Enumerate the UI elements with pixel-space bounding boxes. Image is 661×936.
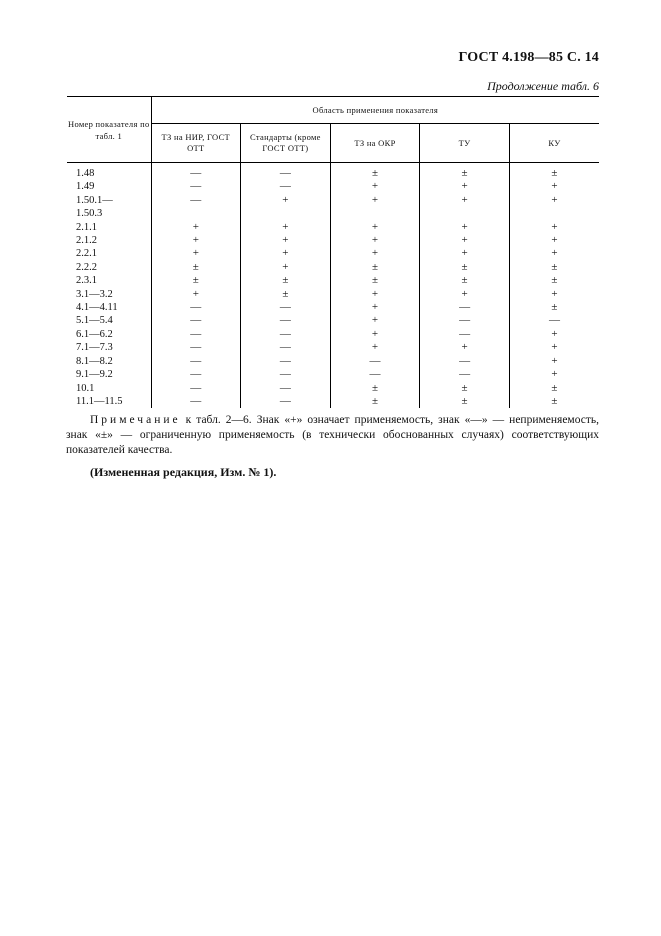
table-row xyxy=(67,288,599,301)
applicability-cell: — xyxy=(151,328,241,341)
applicability-cell: ± xyxy=(420,274,510,287)
indicator-number-cell: 6.1—6.2 xyxy=(76,328,113,340)
applicability-cell: + xyxy=(420,234,510,247)
indicator-number-cell: 11.1—11.5 xyxy=(76,395,123,407)
applicability-cell: ± xyxy=(509,163,599,181)
indicator-number-header: Номер показателя по табл. 1 xyxy=(67,97,151,163)
table-row xyxy=(67,355,599,368)
applicability-cell: + xyxy=(509,234,599,247)
table-continuation-label: Продолжение табл. 6 xyxy=(487,79,599,93)
applicability-cell: — xyxy=(420,314,510,327)
column-header: КУ xyxy=(509,124,599,163)
table-note xyxy=(66,413,599,458)
table-row xyxy=(67,314,599,327)
applicability-cell: ± xyxy=(330,274,420,287)
edition-note: (Измененная редакция, Изм. № 1). xyxy=(90,465,277,479)
applicability-cell: ± xyxy=(509,395,599,408)
applicability-cell: + xyxy=(509,368,599,381)
applicability-cell: + xyxy=(330,341,420,354)
application-area-header: Область применения показателя xyxy=(151,97,599,124)
applicability-cell: + xyxy=(509,288,599,301)
indicator-number-cell: 3.1—3.2 xyxy=(76,288,113,300)
applicability-cell: — xyxy=(420,328,510,341)
applicability-cell: — xyxy=(241,163,331,181)
applicability-cell: + xyxy=(330,247,420,260)
applicability-cell: ± xyxy=(241,274,331,287)
column-header: ТЗ на ОКР xyxy=(330,124,420,163)
applicability-cell: + xyxy=(509,341,599,354)
applicability-cell: — xyxy=(151,314,241,327)
page-header: ГОСТ 4.198—85 С. 14 xyxy=(458,50,599,65)
applicability-cell: + xyxy=(330,234,420,247)
applicability-cell: + xyxy=(330,180,420,193)
indicator-number-cell: 9.1—9.2 xyxy=(76,369,113,381)
applicability-cell: — xyxy=(151,341,241,354)
applicability-cell: ± xyxy=(330,163,420,181)
table-row xyxy=(67,328,599,341)
table-row xyxy=(67,234,599,247)
table-row xyxy=(67,247,599,260)
applicability-cell: + xyxy=(151,247,241,260)
indicator-number-cell: 5.1—5.4 xyxy=(76,315,113,327)
table-row xyxy=(67,194,599,207)
applicability-cell: + xyxy=(330,301,420,314)
applicability-cell: + xyxy=(509,328,599,341)
applicability-cell: ± xyxy=(509,274,599,287)
indicator-number-cell: 2.1.2 xyxy=(76,235,97,247)
note-label: Примечание xyxy=(90,414,181,426)
applicability-cell: — xyxy=(241,355,331,368)
applicability-cell: + xyxy=(330,328,420,341)
applicability-cell: + xyxy=(151,234,241,247)
applicability-cell: + xyxy=(509,180,599,193)
applicability-cell: — xyxy=(151,368,241,381)
applicability-cell: ± xyxy=(509,382,599,395)
applicability-cell: ± xyxy=(151,274,241,287)
table-row xyxy=(67,180,599,193)
applicability-cell xyxy=(509,207,599,220)
applicability-cell: ± xyxy=(509,301,599,314)
applicability-cell: + xyxy=(509,247,599,260)
applicability-table xyxy=(67,96,599,408)
applicability-cell: + xyxy=(151,288,241,301)
applicability-cell: — xyxy=(241,180,331,193)
applicability-cell: — xyxy=(151,395,241,408)
applicability-cell: — xyxy=(151,382,241,395)
applicability-cell: — xyxy=(241,395,331,408)
table-row xyxy=(67,368,599,381)
indicator-number-cell: 1.49 xyxy=(76,181,95,193)
indicator-number-cell: 4.1—4.11 xyxy=(76,302,118,314)
note-text: к табл. 2—6. Знак «+» означает применяемость, знак «—» — неприменяемость, знак «±» — ограниченную применяемость (в технически обоснованных случаях) соответствующих показателей качества. xyxy=(66,414,599,456)
indicator-number-cell: 10.1 xyxy=(76,382,95,394)
applicability-cell: + xyxy=(241,194,331,207)
applicability-cell: — xyxy=(241,301,331,314)
table-row xyxy=(67,382,599,395)
applicability-cell xyxy=(151,207,241,220)
column-header: ТЗ на НИР, ГОСТ ОТТ xyxy=(151,124,241,163)
indicator-number-cell: 1.48 xyxy=(76,168,95,179)
applicability-cell: + xyxy=(420,180,510,193)
applicability-cell xyxy=(420,207,510,220)
table-row xyxy=(67,274,599,287)
applicability-cell: + xyxy=(241,261,331,274)
table-row xyxy=(67,163,599,181)
indicator-number-cell: 7.1—7.3 xyxy=(76,342,113,354)
applicability-cell: — xyxy=(420,368,510,381)
applicability-cell: ± xyxy=(241,288,331,301)
table-body xyxy=(67,163,599,409)
table-row xyxy=(67,341,599,354)
applicability-cell: — xyxy=(420,301,510,314)
table-row xyxy=(67,207,599,220)
applicability-cell: + xyxy=(330,194,420,207)
applicability-cell: + xyxy=(420,341,510,354)
applicability-cell: — xyxy=(330,355,420,368)
applicability-cell: + xyxy=(509,194,599,207)
indicator-number-cell: 8.1—8.2 xyxy=(76,355,113,367)
applicability-cell: + xyxy=(330,314,420,327)
applicability-cell: + xyxy=(241,221,331,234)
applicability-cell: + xyxy=(509,355,599,368)
indicator-number-cell: 2.3.1 xyxy=(76,275,97,287)
applicability-cell: — xyxy=(151,301,241,314)
applicability-cell: ± xyxy=(330,395,420,408)
applicability-cell: ± xyxy=(151,261,241,274)
indicator-number-cell: 2.1.1 xyxy=(76,221,97,233)
applicability-cell: — xyxy=(330,368,420,381)
applicability-cell: ± xyxy=(509,261,599,274)
applicability-cell: ± xyxy=(420,382,510,395)
applicability-cell: + xyxy=(420,221,510,234)
applicability-cell: — xyxy=(151,163,241,181)
applicability-cell: ± xyxy=(420,163,510,181)
applicability-cell: ± xyxy=(420,261,510,274)
column-header: ТУ xyxy=(420,124,510,163)
applicability-cell: + xyxy=(241,234,331,247)
applicability-cell: — xyxy=(241,328,331,341)
applicability-cell: — xyxy=(241,341,331,354)
indicator-number-cell: 1.50.1— xyxy=(76,194,113,206)
applicability-cell: + xyxy=(420,288,510,301)
indicator-number-cell: 1.50.3 xyxy=(76,208,103,220)
applicability-cell: — xyxy=(151,194,241,207)
applicability-cell: ± xyxy=(330,382,420,395)
applicability-cell: ± xyxy=(420,395,510,408)
table-row xyxy=(67,301,599,314)
applicability-cell: + xyxy=(241,247,331,260)
applicability-cell: — xyxy=(509,314,599,327)
table-row xyxy=(67,221,599,234)
applicability-cell: — xyxy=(420,355,510,368)
applicability-cell: — xyxy=(151,180,241,193)
applicability-cell: ± xyxy=(330,261,420,274)
applicability-cell: — xyxy=(241,368,331,381)
applicability-cell xyxy=(241,207,331,220)
applicability-cell: + xyxy=(420,247,510,260)
applicability-cell: + xyxy=(420,194,510,207)
indicator-number-cell: 2.2.1 xyxy=(76,248,97,260)
applicability-cell xyxy=(330,207,420,220)
applicability-cell: + xyxy=(509,221,599,234)
applicability-cell: + xyxy=(330,221,420,234)
applicability-cell: — xyxy=(151,355,241,368)
indicator-number-cell: 2.2.2 xyxy=(76,261,97,273)
applicability-cell: + xyxy=(151,221,241,234)
table-row xyxy=(67,395,599,408)
column-header: Стандарты (кроме ГОСТ ОТТ) xyxy=(241,124,331,163)
applicability-cell: — xyxy=(241,314,331,327)
applicability-cell: — xyxy=(241,382,331,395)
applicability-cell: + xyxy=(330,288,420,301)
table-row xyxy=(67,261,599,274)
